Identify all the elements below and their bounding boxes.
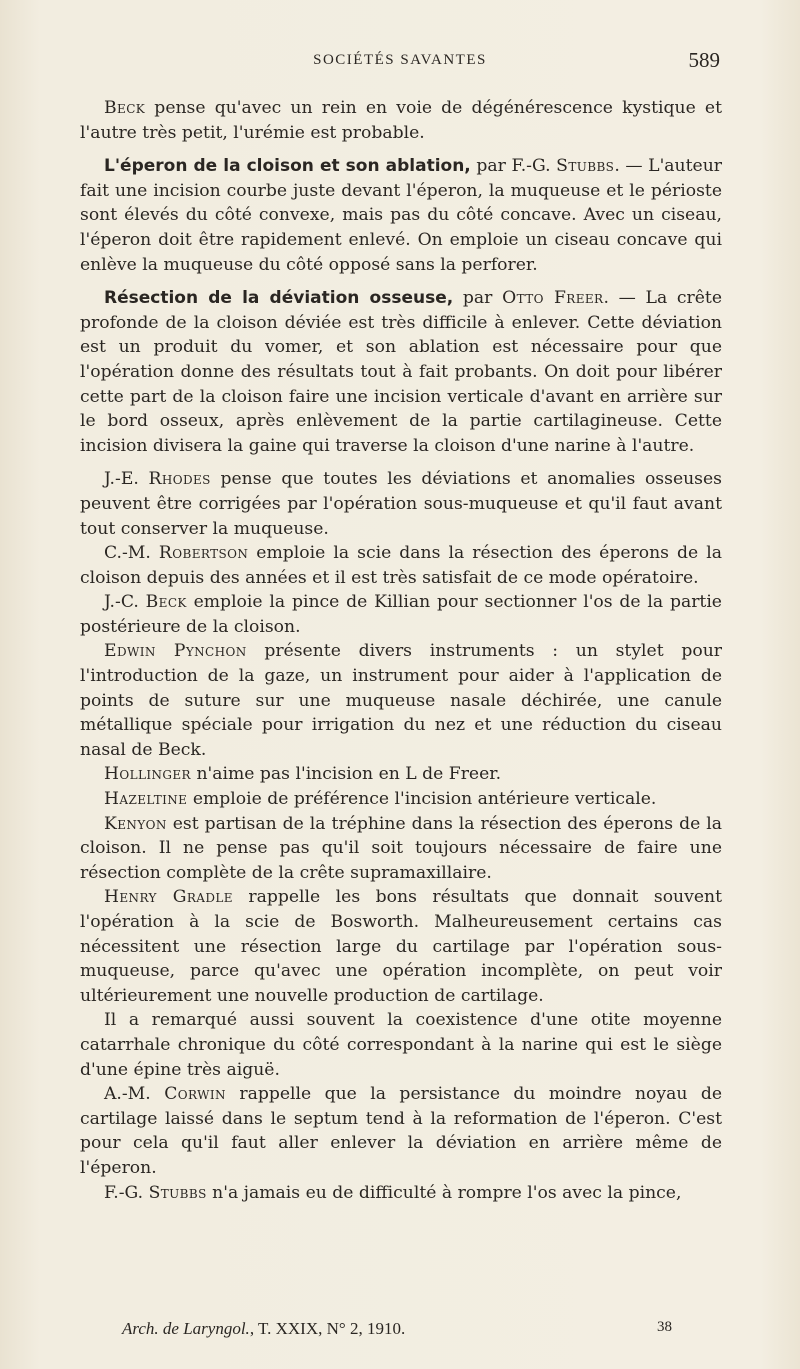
paragraph-text: est partisan de la tréphine dans la résection des éperons de la cloison. Il ne pense pas qu'il soit toujours nécessaire de faire une résection complète de la crête supramaxillaire. (80, 813, 722, 883)
paragraph-robertson (80, 541, 722, 590)
author-name: Stubbs (148, 1182, 207, 1203)
paragraph-hazeltine (80, 787, 722, 812)
running-head: SOCIÉTÉS SAVANTES (313, 52, 487, 68)
author-name: Beck (145, 592, 187, 613)
journal-issue: , T. XXIX, N° 2, 1910. (249, 1319, 406, 1338)
paragraph-text: emploie la scie dans la résection des éperons de la cloison depuis des années et il est très satisfait de ce mode opératoire. (80, 543, 722, 588)
author-name: Henry Gradle (104, 887, 233, 908)
paragraph-text: présente divers instruments : un stylet pour l'introduction de la gaze, un instrument pour aider à l'application de points de suture sur une muqueuse nasale déchirée, une canule métallique spéciale pour irrigation du nez et une réduction du ciseau nasal de Beck. (80, 641, 722, 760)
paragraph-stubbs (80, 1181, 722, 1206)
paragraph-text: rappelle les bons résultats que donnait souvent l'opération à la scie de Bosworth. Malheureusement certains cas nécessitent une résection large du cartilage par l'opération sous-muqueuse, parce qu'avec une opération incomplète, on peut voir ultérieurement une nouvelle production de cartilage. (80, 887, 722, 1006)
paragraph-text: pense qu'avec un rein en voie de dégénérescence kystique et l'autre très petit, l'urémie est probable. (80, 98, 722, 143)
paragraph-jc-beck (80, 590, 722, 639)
paragraph-otite (80, 1008, 722, 1082)
author-name: Corwin (164, 1084, 226, 1105)
paragraph-text: rappelle que la persistance du moindre noyau de cartilage laissé dans le septum tend à la reformation de l'éperon. C'est pour cela qu'il faut aller enlever la déviation en arrière même de l'éperon. (80, 1084, 722, 1178)
author-initials: A.-M. (104, 1084, 165, 1105)
paragraph-text: emploie la pince de Killian pour sectionner l'os de la partie postérieure de la cloison. (80, 592, 722, 637)
paragraph-kenyon (80, 812, 722, 886)
paragraph-pynchon (80, 639, 722, 762)
journal-title: Arch. de Laryngol. (122, 1319, 250, 1338)
paragraph-gradle (80, 885, 722, 1008)
paragraph-beck (80, 96, 722, 145)
page-footer (122, 1319, 722, 1345)
byline: par F.-G. (470, 156, 557, 177)
journal-reference (122, 1319, 405, 1339)
author-initials: J.-E. (104, 469, 149, 490)
paragraph-text: emploie de préférence l'incision antérieure verticale. (187, 789, 657, 810)
paragraph-text: n'aime pas l'incision en L de Freer. (191, 764, 502, 785)
page-header (80, 48, 720, 78)
byline: par (453, 288, 503, 309)
author-name: Robertson (158, 543, 249, 564)
author-initials: C.-M. (104, 543, 159, 564)
author-name: Stubbs (556, 156, 615, 177)
paragraph-rhodes (80, 467, 722, 541)
author-initials: F.-G. (104, 1182, 149, 1203)
section-heading: L'éperon de la cloison et son ablation, (104, 156, 471, 177)
paragraph-text: Il a remarqué aussi souvent la coexistence d'une otite moyenne catarrhale chronique du côté correspondant à la narine qui est le siège d'une épine très aiguë. (80, 1010, 722, 1080)
author-name: Hazeltine (104, 789, 188, 810)
author-name: Hollinger (104, 764, 191, 785)
paragraph-corwin (80, 1082, 722, 1180)
section-eperon (80, 154, 722, 277)
paragraph-text: pense que toutes les déviations et anomalies osseuses peuvent être corrigées par l'opération sous-muqueuse et qu'il faut avant tout conserver la muqueuse. (80, 469, 722, 539)
author-name: Otto Freer (502, 288, 604, 309)
author-initials: J.-C. (104, 592, 146, 613)
paragraph-text: n'a jamais eu de difficulté à rompre l'os avec la pince, (206, 1182, 682, 1203)
paragraph-hollinger (80, 762, 722, 787)
section-resection (80, 286, 722, 458)
author-name: Rhodes (148, 469, 211, 490)
section-heading: Résection de la déviation osseuse, (104, 288, 454, 309)
page-number: 589 (688, 48, 720, 72)
signature-mark: 38 (657, 1319, 672, 1335)
body-text (80, 96, 722, 1205)
paragraph-text: . — La crête profonde de la cloison déviée est très difficile à enlever. Cette déviation est un produit du vomer, et son ablation est nécessaire pour que l'opération donne des résultats tout à fait probants. On doit pour libérer cette part de la cloison faire une incision verticale d'avant en arrière sur le bord osseux, après enlèvement de la partie cartilagineuse. Cette incision divisera la gaine qui traverse la cloison d'une narine à l'autre. (80, 288, 723, 456)
author-name: Edwin Pynchon (104, 641, 247, 662)
author-name: Beck (104, 98, 146, 118)
paragraph-text: . — L'auteur fait une incision courbe juste devant l'éperon, la muqueuse et le périoste sont élevés du côté convexe, mais pas du côté concave. Avec un ciseau, l'éperon doit être rapidement enlevé. On emploie un ciseau concave qui enlève la muqueuse du côté opposé sans la perforer. (80, 156, 722, 275)
author-name: Kenyon (104, 813, 167, 834)
